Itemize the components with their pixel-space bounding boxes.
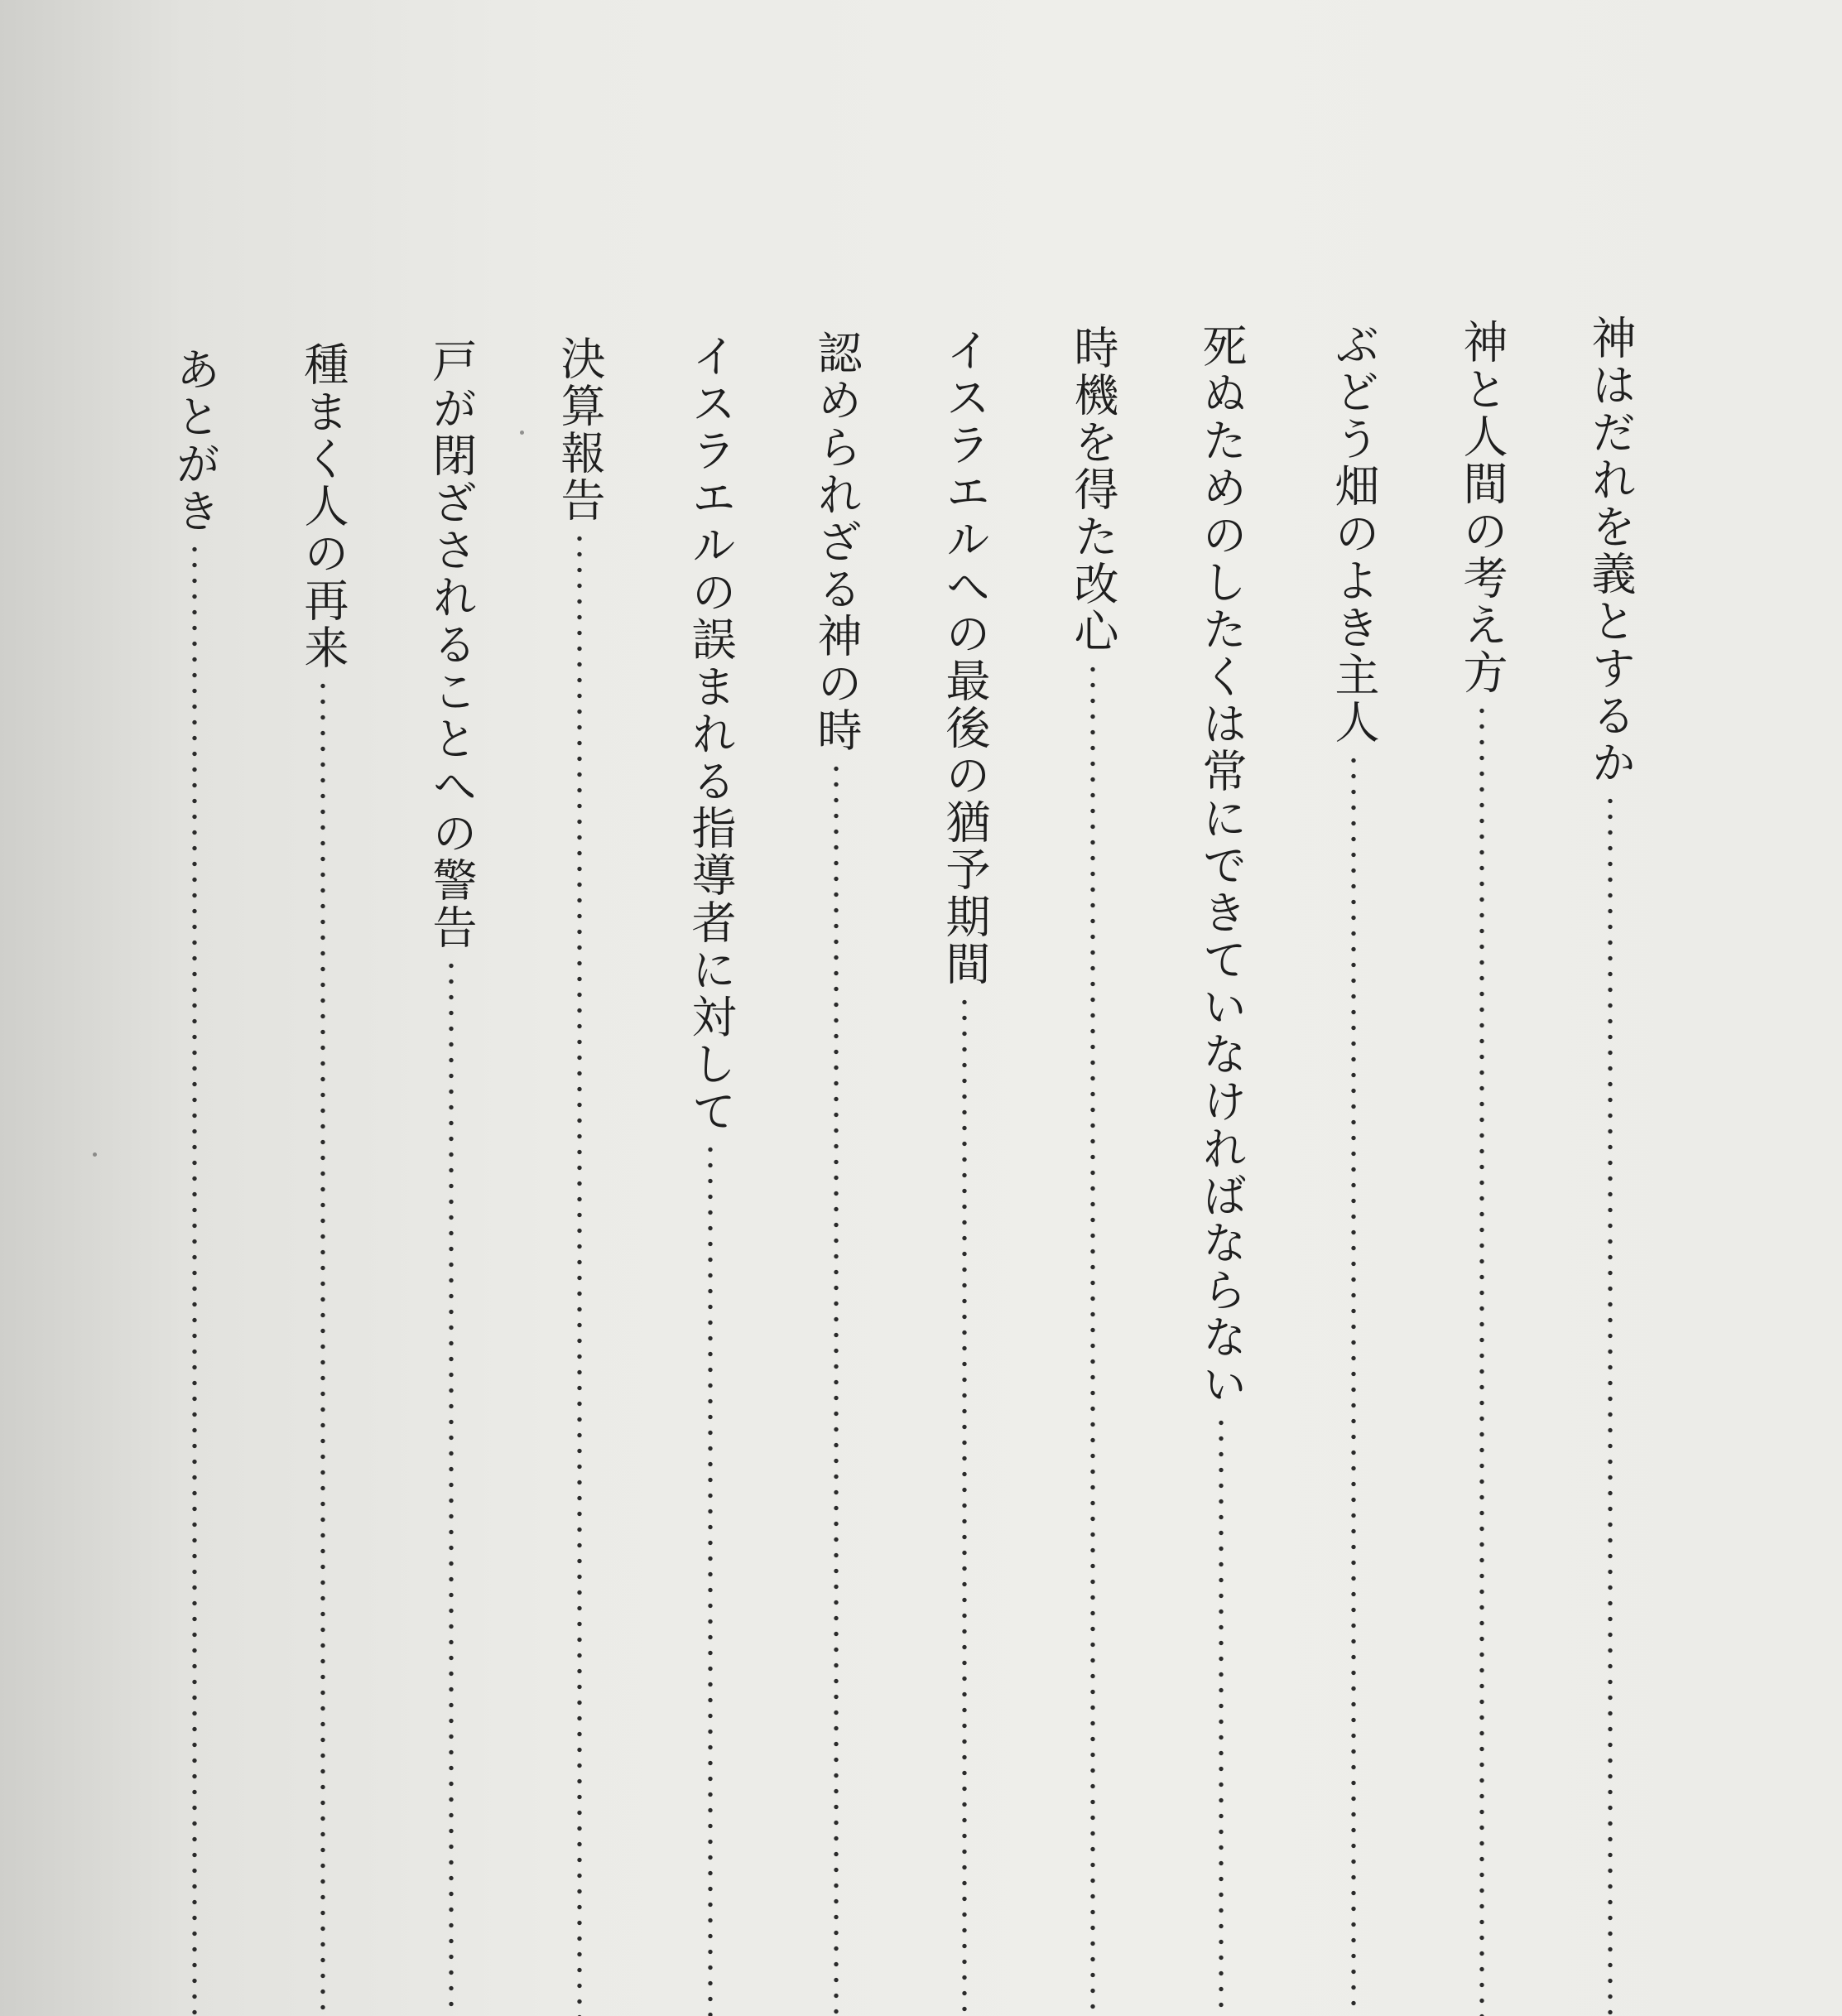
toc-entry-title: ぶどう畑のよき主人	[1328, 321, 1380, 746]
toc-entry[interactable]	[166, 0, 224, 2016]
paper-speck	[520, 431, 524, 435]
toc-entry[interactable]	[1192, 0, 1250, 2016]
toc-entry-title: 神と人間の考え方	[1456, 319, 1508, 696]
dotted-leader	[449, 958, 454, 2016]
toc-entry[interactable]	[551, 0, 608, 2016]
dotted-leader	[1351, 753, 1356, 2016]
toc-entry-title: 神はだれを義とするか	[1585, 315, 1637, 787]
toc-entry-title: イスラエルの誤まれる指導者に対して	[685, 333, 737, 1135]
dotted-leader	[1219, 1415, 1224, 2016]
toc-entry[interactable]	[422, 0, 480, 2016]
toc-entry[interactable]	[1064, 0, 1122, 2016]
toc-entry-title: 決算報告	[554, 335, 606, 524]
toc-entry-title: 死ぬためのしたくは常にできていなければならない	[1195, 323, 1248, 1408]
dotted-leader	[192, 541, 197, 2016]
toc-entry[interactable]	[935, 0, 993, 2016]
toc-entry[interactable]	[1581, 0, 1639, 2016]
toc-entry-title: 戸が閉ざされることへの警告	[426, 338, 478, 951]
dotted-leader	[577, 531, 582, 2016]
dotted-leader	[834, 761, 839, 2016]
toc-entry-title: 時機を得た改心	[1067, 325, 1119, 655]
toc-entry-title: 認められざる神の時	[810, 330, 863, 754]
toc-entry[interactable]	[1453, 0, 1511, 2016]
toc-entry[interactable]	[294, 0, 352, 2016]
toc-entry[interactable]	[1325, 0, 1383, 2016]
paper-speck	[93, 1152, 97, 1157]
toc-entry[interactable]	[807, 0, 865, 2016]
toc-entry-title: 種まく人の再来	[297, 341, 349, 671]
dotted-leader	[320, 678, 325, 2016]
toc-entry-title: イスラエルへの最後の猶予期間	[939, 327, 991, 988]
dotted-leader	[708, 1142, 713, 2016]
toc-entry[interactable]	[681, 0, 739, 2016]
dotted-leader	[1608, 793, 1613, 2016]
dotted-leader	[1479, 703, 1484, 2016]
toc-entry-title: あとがき	[169, 346, 221, 535]
dotted-leader	[962, 994, 967, 2016]
dotted-leader	[1090, 662, 1095, 2016]
